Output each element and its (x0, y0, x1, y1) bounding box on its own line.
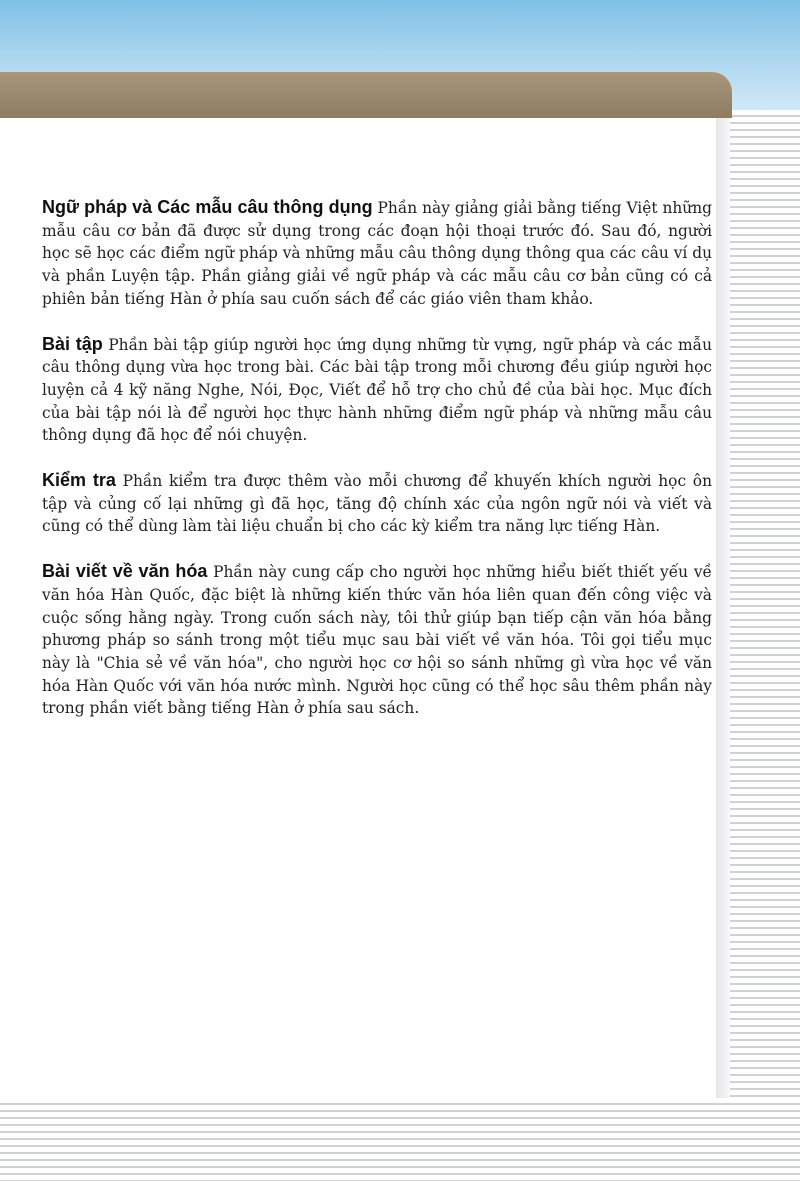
section-heading: Ngữ pháp và Các mẫu câu thông dụng (42, 197, 373, 217)
section-grammar (42, 196, 712, 311)
right-stripe-pattern (730, 110, 800, 1181)
section-body: Phần bài tập giúp người học ứng dụng những từ vựng, ngữ pháp và các mẫu câu thông dụng vừa học trong bài. Các bài tập trong mỗi chương đều giúp người học luyện cả 4 kỹ năng Nghe, Nói, Đọc, Viết để hỗ trợ cho chủ đề của bài học. Mục đích của bài tập nói là để người học thực hành những điểm ngữ pháp và những mẫu câu thông dụng đã học để nói chuyện. (42, 335, 712, 445)
section-heading: Bài tập (42, 333, 103, 354)
bottom-stripe-pattern (0, 1098, 800, 1181)
section-body: Phần kiểm tra được thêm vào mỗi chương để khuyến khích người học ôn tập và củng cố lại những gì đã học, tăng độ chính xác của ngôn ngữ nói và viết và cũng có thể dùng làm tài liệu chuẩn bị cho các kỳ kiểm tra năng lực tiếng Hàn. (42, 472, 712, 536)
section-body: Phần này giảng giải bằng tiếng Việt những mẫu câu cơ bản đã được sử dụng trong các đoạn hội thoại trước đó. Sau đó, người học sẽ học các điểm ngữ pháp và những mẫu câu thông dụng thông qua các câu ví dụ và phần Luyện tập. Phần giảng giải về ngữ pháp và các mẫu câu cơ bản cũng có cả phiên bản tiếng Hàn ở phía sau cuốn sách để các giáo viên tham khảo. (42, 199, 712, 308)
section-heading: Kiểm tra (42, 470, 116, 491)
section-culture (42, 560, 712, 720)
header-bar (0, 72, 732, 118)
page-content (42, 196, 712, 742)
section-test (42, 469, 712, 538)
section-exercises (42, 333, 712, 448)
page-sheet-edge (716, 118, 730, 1098)
section-heading: Bài viết về văn hóa (42, 561, 208, 582)
section-body: Phần này cung cấp cho người học những hiểu biết thiết yếu về văn hóa Hàn Quốc, đặc biệt là những kiến thức văn hóa liên quan đến công việc và cuộc sống hằng ngày. Trong cuốn sách này, tôi thử giúp bạn tiếp cận văn hóa bằng phương pháp so sánh trong một tiểu mục sau bài viết về văn hóa. Tôi gọi tiểu mục này là "Chia sẻ về văn hóa", cho người học cơ hội so sánh những gì vừa học về văn hóa Hàn Quốc với văn hóa nước mình. Người học cũng có thể học sâu thêm phần này trong phần viết bằng tiếng Hàn ở phía sau sách. (42, 563, 712, 718)
